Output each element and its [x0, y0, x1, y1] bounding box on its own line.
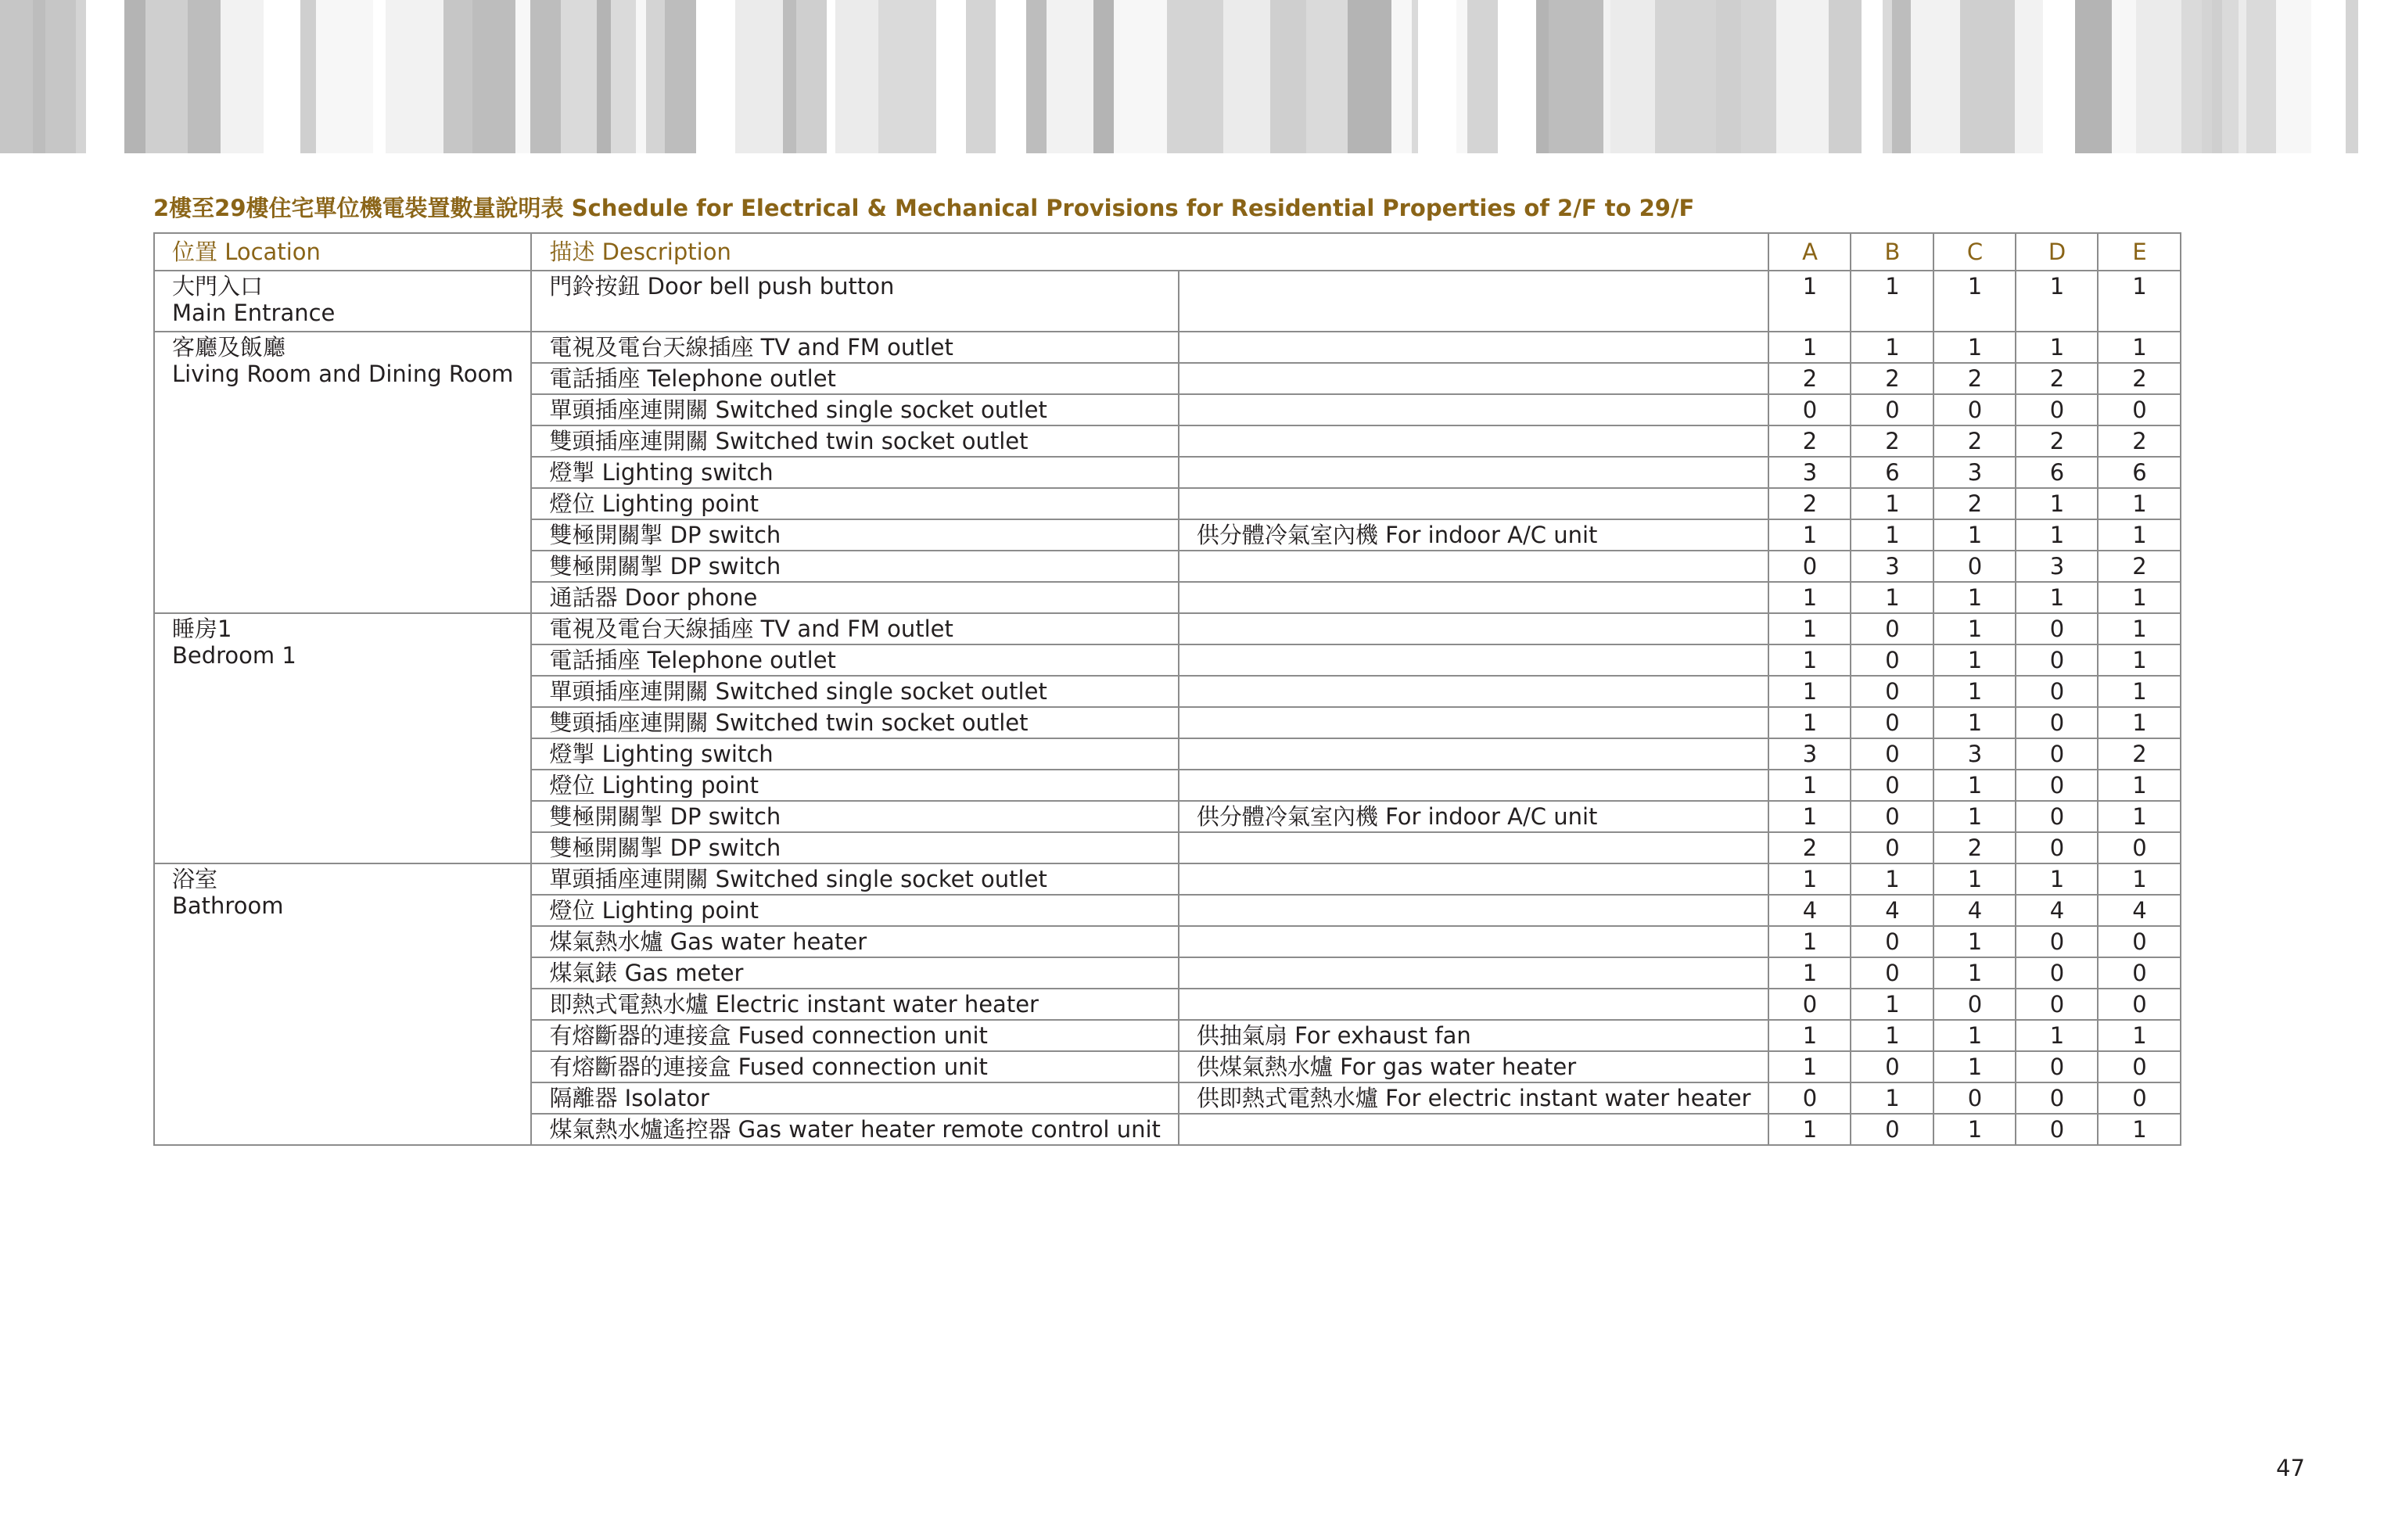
page-title: 2樓至29樓住宅單位機電裝置數量說明表 Schedule for Electrical & Mechanical Provisions for Residential Properties of 2/F to 29/F	[153, 195, 1695, 221]
quantity-cell-c: 1	[1933, 332, 2016, 363]
quantity-cell-e: 1	[2098, 332, 2181, 363]
quantity-cell-a: 1	[1768, 801, 1851, 832]
quantity-cell-d: 1	[2016, 332, 2098, 363]
note-cell	[1179, 582, 1769, 613]
note-cell	[1179, 957, 1769, 989]
header-unit-e: E	[2098, 233, 2181, 271]
quantity-cell-a: 2	[1768, 425, 1851, 457]
description-cell: 電視及電台天線插座 TV and FM outlet	[531, 613, 1178, 644]
quantity-cell-b: 0	[1851, 707, 1933, 738]
quantity-cell-b: 1	[1851, 1082, 1933, 1114]
quantity-cell-a: 0	[1768, 1082, 1851, 1114]
location-name-zh: 睡房1	[172, 616, 232, 642]
quantity-cell-a: 1	[1768, 271, 1851, 332]
quantity-cell-e: 1	[2098, 613, 2181, 644]
note-cell	[1179, 644, 1769, 676]
quantity-cell-d: 0	[2016, 926, 2098, 957]
quantity-cell-a: 4	[1768, 895, 1851, 926]
note-cell	[1179, 271, 1769, 332]
quantity-cell-a: 3	[1768, 738, 1851, 770]
note-cell	[1179, 332, 1769, 363]
quantity-cell-e: 2	[2098, 425, 2181, 457]
note-cell	[1179, 926, 1769, 957]
quantity-cell-b: 6	[1851, 457, 1933, 488]
quantity-cell-b: 1	[1851, 1020, 1933, 1051]
decorative-header-stripes	[0, 0, 2384, 153]
quantity-cell-c: 1	[1933, 1114, 2016, 1145]
quantity-cell-e: 0	[2098, 394, 2181, 425]
quantity-cell-d: 4	[2016, 895, 2098, 926]
location-name-zh: 大門入口	[172, 273, 264, 300]
table-header-row	[154, 233, 2181, 271]
quantity-cell-a: 1	[1768, 1020, 1851, 1051]
quantity-cell-a: 0	[1768, 394, 1851, 425]
quantity-cell-b: 3	[1851, 551, 1933, 582]
location-name-en: Living Room and Dining Room	[172, 361, 514, 387]
quantity-cell-d: 1	[2016, 271, 2098, 332]
quantity-cell-b: 0	[1851, 957, 1933, 989]
table-body	[154, 271, 2181, 1145]
quantity-cell-b: 0	[1851, 613, 1933, 644]
quantity-cell-e: 1	[2098, 1020, 2181, 1051]
description-cell: 電話插座 Telephone outlet	[531, 363, 1178, 394]
quantity-cell-e: 2	[2098, 738, 2181, 770]
location-cell	[154, 863, 531, 1145]
note-cell	[1179, 676, 1769, 707]
quantity-cell-d: 0	[2016, 613, 2098, 644]
location-name-zh: 客廳及飯廳	[172, 334, 286, 361]
quantity-cell-c: 0	[1933, 1082, 2016, 1114]
quantity-cell-e: 4	[2098, 895, 2181, 926]
quantity-cell-d: 0	[2016, 989, 2098, 1020]
location-name-zh: 浴室	[172, 866, 218, 892]
quantity-cell-c: 1	[1933, 582, 2016, 613]
quantity-cell-e: 1	[2098, 1114, 2181, 1145]
description-cell: 雙極開關掣 DP switch	[531, 801, 1178, 832]
page-number: 47	[2276, 1455, 2305, 1481]
quantity-cell-b: 1	[1851, 332, 1933, 363]
quantity-cell-c: 2	[1933, 425, 2016, 457]
quantity-cell-c: 1	[1933, 926, 2016, 957]
quantity-cell-c: 1	[1933, 707, 2016, 738]
header-description: 描述 Description	[531, 233, 1768, 271]
quantity-cell-e: 1	[2098, 676, 2181, 707]
description-cell: 隔離器 Isolator	[531, 1082, 1178, 1114]
quantity-cell-c: 1	[1933, 676, 2016, 707]
quantity-cell-d: 2	[2016, 425, 2098, 457]
description-cell: 燈掣 Lighting switch	[531, 738, 1178, 770]
quantity-cell-b: 4	[1851, 895, 1933, 926]
quantity-cell-a: 1	[1768, 1114, 1851, 1145]
description-cell: 雙極開關掣 DP switch	[531, 551, 1178, 582]
quantity-cell-c: 1	[1933, 801, 2016, 832]
quantity-cell-d: 1	[2016, 863, 2098, 895]
quantity-cell-d: 0	[2016, 770, 2098, 801]
quantity-cell-a: 1	[1768, 770, 1851, 801]
note-cell: 供分體冷氣室內機 For indoor A/C unit	[1179, 519, 1769, 551]
quantity-cell-a: 2	[1768, 488, 1851, 519]
quantity-cell-b: 0	[1851, 644, 1933, 676]
quantity-cell-e: 0	[2098, 832, 2181, 863]
quantity-cell-e: 1	[2098, 770, 2181, 801]
quantity-cell-d: 0	[2016, 1114, 2098, 1145]
quantity-cell-a: 1	[1768, 926, 1851, 957]
description-cell: 雙極開關掣 DP switch	[531, 519, 1178, 551]
quantity-cell-d: 1	[2016, 519, 2098, 551]
description-cell: 即熱式電熱水爐 Electric instant water heater	[531, 989, 1178, 1020]
quantity-cell-c: 1	[1933, 644, 2016, 676]
quantity-cell-b: 0	[1851, 832, 1933, 863]
location-cell	[154, 271, 531, 332]
quantity-cell-b: 1	[1851, 519, 1933, 551]
note-cell	[1179, 394, 1769, 425]
quantity-cell-e: 0	[2098, 1051, 2181, 1082]
description-cell: 有熔斷器的連接盒 Fused connection unit	[531, 1020, 1178, 1051]
quantity-cell-e: 1	[2098, 863, 2181, 895]
quantity-cell-b: 1	[1851, 582, 1933, 613]
description-cell: 煤氣錶 Gas meter	[531, 957, 1178, 989]
quantity-cell-b: 1	[1851, 863, 1933, 895]
header-unit-a: A	[1768, 233, 1851, 271]
description-cell: 燈位 Lighting point	[531, 488, 1178, 519]
table-row	[154, 271, 2181, 332]
quantity-cell-c: 0	[1933, 989, 2016, 1020]
quantity-cell-c: 1	[1933, 957, 2016, 989]
quantity-cell-b: 0	[1851, 1114, 1933, 1145]
header-unit-c: C	[1933, 233, 2016, 271]
quantity-cell-d: 3	[2016, 551, 2098, 582]
description-cell: 單頭插座連開關 Switched single socket outlet	[531, 863, 1178, 895]
header-location: 位置 Location	[154, 233, 531, 271]
note-cell	[1179, 707, 1769, 738]
quantity-cell-e: 6	[2098, 457, 2181, 488]
quantity-cell-d: 1	[2016, 582, 2098, 613]
provisions-table	[153, 232, 2181, 1146]
quantity-cell-a: 1	[1768, 519, 1851, 551]
quantity-cell-e: 0	[2098, 926, 2181, 957]
quantity-cell-c: 2	[1933, 363, 2016, 394]
note-cell: 供抽氣扇 For exhaust fan	[1179, 1020, 1769, 1051]
quantity-cell-b: 0	[1851, 926, 1933, 957]
header-unit-d: D	[2016, 233, 2098, 271]
quantity-cell-a: 1	[1768, 707, 1851, 738]
note-cell: 供分體冷氣室內機 For indoor A/C unit	[1179, 801, 1769, 832]
quantity-cell-a: 1	[1768, 613, 1851, 644]
quantity-cell-e: 1	[2098, 582, 2181, 613]
quantity-cell-b: 0	[1851, 1051, 1933, 1082]
description-cell: 煤氣熱水爐 Gas water heater	[531, 926, 1178, 957]
quantity-cell-e: 0	[2098, 989, 2181, 1020]
description-cell: 燈位 Lighting point	[531, 770, 1178, 801]
location-name-en: Bedroom 1	[172, 642, 296, 669]
description-cell: 燈掣 Lighting switch	[531, 457, 1178, 488]
quantity-cell-a: 0	[1768, 551, 1851, 582]
description-cell: 煤氣熱水爐遙控器 Gas water heater remote control unit	[531, 1114, 1178, 1145]
quantity-cell-d: 1	[2016, 488, 2098, 519]
quantity-cell-d: 0	[2016, 644, 2098, 676]
quantity-cell-a: 2	[1768, 363, 1851, 394]
quantity-cell-b: 1	[1851, 271, 1933, 332]
quantity-cell-e: 1	[2098, 801, 2181, 832]
quantity-cell-d: 0	[2016, 1051, 2098, 1082]
location-cell	[154, 613, 531, 863]
quantity-cell-a: 1	[1768, 644, 1851, 676]
quantity-cell-d: 6	[2016, 457, 2098, 488]
quantity-cell-d: 0	[2016, 707, 2098, 738]
quantity-cell-d: 0	[2016, 394, 2098, 425]
quantity-cell-b: 0	[1851, 738, 1933, 770]
quantity-cell-a: 3	[1768, 457, 1851, 488]
quantity-cell-a: 1	[1768, 863, 1851, 895]
description-cell: 有熔斷器的連接盒 Fused connection unit	[531, 1051, 1178, 1082]
description-cell: 單頭插座連開關 Switched single socket outlet	[531, 676, 1178, 707]
description-cell: 單頭插座連開關 Switched single socket outlet	[531, 394, 1178, 425]
quantity-cell-e: 0	[2098, 1082, 2181, 1114]
quantity-cell-a: 1	[1768, 676, 1851, 707]
quantity-cell-c: 1	[1933, 519, 2016, 551]
quantity-cell-c: 0	[1933, 551, 2016, 582]
description-cell: 門鈴按鈕 Door bell push button	[531, 271, 1178, 332]
quantity-cell-a: 0	[1768, 989, 1851, 1020]
note-cell	[1179, 425, 1769, 457]
description-cell: 電話插座 Telephone outlet	[531, 644, 1178, 676]
note-cell	[1179, 832, 1769, 863]
quantity-cell-e: 2	[2098, 363, 2181, 394]
quantity-cell-e: 1	[2098, 271, 2181, 332]
quantity-cell-d: 0	[2016, 676, 2098, 707]
quantity-cell-e: 1	[2098, 707, 2181, 738]
quantity-cell-a: 1	[1768, 582, 1851, 613]
quantity-cell-e: 1	[2098, 519, 2181, 551]
quantity-cell-b: 1	[1851, 989, 1933, 1020]
quantity-cell-b: 1	[1851, 488, 1933, 519]
quantity-cell-e: 1	[2098, 488, 2181, 519]
location-cell	[154, 332, 531, 613]
quantity-cell-d: 0	[2016, 801, 2098, 832]
quantity-cell-e: 1	[2098, 644, 2181, 676]
quantity-cell-c: 3	[1933, 738, 2016, 770]
quantity-cell-b: 0	[1851, 676, 1933, 707]
description-cell: 通話器 Door phone	[531, 582, 1178, 613]
quantity-cell-c: 2	[1933, 488, 2016, 519]
quantity-cell-b: 0	[1851, 394, 1933, 425]
note-cell	[1179, 738, 1769, 770]
quantity-cell-d: 0	[2016, 1082, 2098, 1114]
quantity-cell-b: 2	[1851, 363, 1933, 394]
table-row	[154, 863, 2181, 895]
note-cell	[1179, 613, 1769, 644]
location-name-en: Bathroom	[172, 892, 284, 919]
quantity-cell-c: 1	[1933, 1020, 2016, 1051]
note-cell	[1179, 863, 1769, 895]
description-cell: 雙極開關掣 DP switch	[531, 832, 1178, 863]
location-name-en: Main Entrance	[172, 300, 336, 326]
note-cell: 供煤氣熱水爐 For gas water heater	[1179, 1051, 1769, 1082]
note-cell: 供即熱式電熱水爐 For electric instant water heater	[1179, 1082, 1769, 1114]
quantity-cell-c: 1	[1933, 613, 2016, 644]
header-unit-b: B	[1851, 233, 1933, 271]
note-cell	[1179, 457, 1769, 488]
quantity-cell-a: 2	[1768, 832, 1851, 863]
quantity-cell-c: 1	[1933, 1051, 2016, 1082]
quantity-cell-e: 0	[2098, 957, 2181, 989]
quantity-cell-c: 3	[1933, 457, 2016, 488]
quantity-cell-b: 2	[1851, 425, 1933, 457]
description-cell: 雙頭插座連開關 Switched twin socket outlet	[531, 707, 1178, 738]
note-cell	[1179, 363, 1769, 394]
quantity-cell-a: 1	[1768, 1051, 1851, 1082]
quantity-cell-c: 1	[1933, 770, 2016, 801]
quantity-cell-d: 1	[2016, 1020, 2098, 1051]
quantity-cell-b: 0	[1851, 801, 1933, 832]
description-cell: 雙頭插座連開關 Switched twin socket outlet	[531, 425, 1178, 457]
description-cell: 電視及電台天線插座 TV and FM outlet	[531, 332, 1178, 363]
quantity-cell-d: 0	[2016, 832, 2098, 863]
quantity-cell-d: 2	[2016, 363, 2098, 394]
table-row	[154, 613, 2181, 644]
quantity-cell-a: 1	[1768, 957, 1851, 989]
quantity-cell-d: 0	[2016, 738, 2098, 770]
note-cell	[1179, 989, 1769, 1020]
quantity-cell-c: 2	[1933, 832, 2016, 863]
quantity-cell-c: 0	[1933, 394, 2016, 425]
note-cell	[1179, 488, 1769, 519]
note-cell	[1179, 895, 1769, 926]
quantity-cell-c: 1	[1933, 271, 2016, 332]
quantity-cell-c: 1	[1933, 863, 2016, 895]
quantity-cell-b: 0	[1851, 770, 1933, 801]
note-cell	[1179, 1114, 1769, 1145]
note-cell	[1179, 551, 1769, 582]
quantity-cell-e: 2	[2098, 551, 2181, 582]
table-row	[154, 332, 2181, 363]
quantity-cell-c: 4	[1933, 895, 2016, 926]
quantity-cell-d: 0	[2016, 957, 2098, 989]
note-cell	[1179, 770, 1769, 801]
description-cell: 燈位 Lighting point	[531, 895, 1178, 926]
quantity-cell-a: 1	[1768, 332, 1851, 363]
